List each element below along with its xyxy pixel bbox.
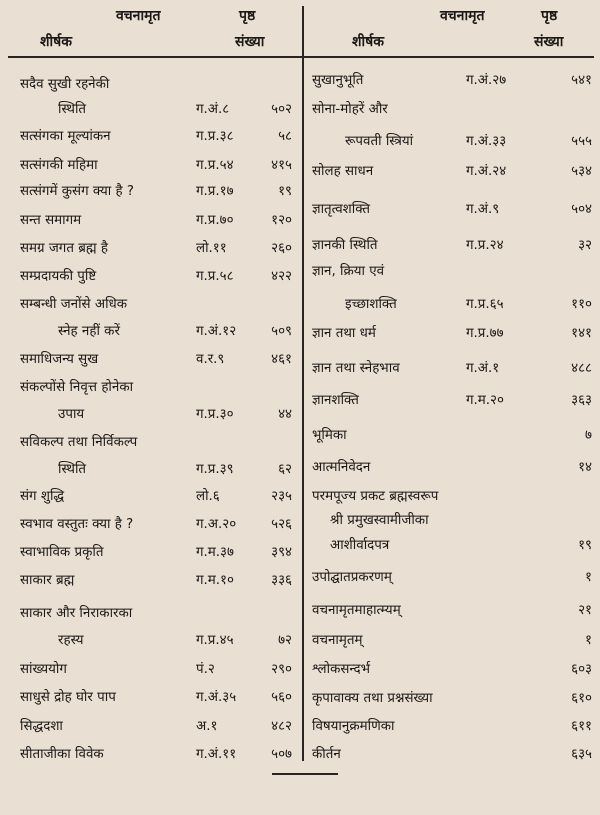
entry-title: सन्त समागम — [20, 213, 82, 228]
entry-title: आत्मनिवेदन — [312, 460, 371, 475]
entry-page-number: १ — [585, 633, 592, 648]
entry-page-number: ४८८ — [571, 361, 592, 376]
left-page-header-line2: संख्या — [235, 34, 265, 50]
entry-vachanamrut-ref: ग.प्र.१७ — [196, 184, 234, 199]
entry-title: सत्संगकी महिमा — [20, 158, 98, 173]
entry-vachanamrut-ref: ग.प्र.६५ — [466, 297, 504, 312]
entry-page-number: ५०९ — [271, 324, 292, 339]
entry-page-number: ७ — [585, 428, 592, 443]
entry-page-number: ५४१ — [571, 73, 592, 88]
entry-title: सीताजीका विवेक — [20, 747, 104, 762]
entry-title: स्वाभाविक प्रकृति — [20, 545, 104, 560]
entry-title: कीर्तन — [312, 747, 341, 762]
entry-page-number: १ — [585, 570, 592, 585]
entry-vachanamrut-ref: ग.अं.११ — [196, 747, 237, 762]
right-ref-header: वचनामृत — [440, 8, 485, 24]
entry-vachanamrut-ref: पं.२ — [196, 662, 215, 677]
entry-title: आशीर्वादपत्र — [330, 538, 390, 553]
entry-page-number: ४१५ — [271, 158, 292, 173]
entry-vachanamrut-ref: ग.अं.२७ — [466, 73, 507, 88]
entry-title: सत्संगमें कुसंग क्या है ? — [20, 184, 134, 199]
entry-title: श्लोकसन्दर्भ — [312, 662, 371, 677]
entry-page-number: ५६० — [271, 690, 292, 705]
entry-page-number: ५०२ — [271, 102, 292, 117]
entry-page-number: ६२ — [278, 462, 292, 477]
entry-title: ज्ञानकी स्थिति — [312, 238, 378, 253]
entry-title: इच्छाशक्ति — [345, 297, 397, 312]
entry-title: रहस्य — [58, 633, 84, 648]
entry-vachanamrut-ref: ग.म.३७ — [196, 545, 234, 560]
entry-title: सम्प्रदायकी पुष्टि — [20, 269, 97, 284]
entry-title: साकार ब्रह्म — [20, 573, 75, 588]
entry-vachanamrut-ref: ग.प्र.७० — [196, 213, 234, 228]
entry-page-number: ५०४ — [571, 202, 592, 217]
entry-title: वचनामृतम् — [312, 633, 363, 648]
entry-title: भूमिका — [312, 428, 347, 443]
entry-title: सुखानुभूति — [312, 73, 364, 88]
entry-title: संग शुद्धि — [20, 489, 65, 504]
entry-vachanamrut-ref: ग.अं.३५ — [196, 690, 237, 705]
entry-title: स्थिति — [58, 102, 87, 117]
entry-title: श्री प्रमुखस्वामीजीका — [330, 513, 429, 528]
entry-page-number: २९० — [271, 662, 292, 677]
entry-page-number: ३२ — [578, 238, 592, 253]
entry-vachanamrut-ref: ग.प्र.२४ — [466, 238, 504, 253]
entry-vachanamrut-ref: ग.म.२० — [466, 393, 504, 408]
entry-page-number: ५८ — [278, 129, 292, 144]
entry-title: सम्बन्धी जनोंसे अधिक — [20, 297, 128, 312]
entry-page-number: २६० — [271, 241, 292, 256]
entry-vachanamrut-ref: ग.प्र.५४ — [196, 158, 234, 173]
entry-vachanamrut-ref: ग.प्र.३८ — [196, 129, 234, 144]
entry-page-number: ६३५ — [571, 747, 592, 762]
entry-vachanamrut-ref: ग.अं.३३ — [466, 134, 507, 149]
entry-page-number: ५३४ — [571, 164, 592, 179]
entry-page-number: ४४ — [278, 407, 292, 422]
entry-title: संकल्पोंसे निवृत्त होनेका — [20, 380, 134, 395]
entry-title: उपोद्घातप्रकरणम् — [312, 570, 392, 585]
right-page-header-line1: पृष्ठ — [541, 8, 558, 24]
entry-page-number: ३९४ — [271, 545, 292, 560]
entry-page-number: १४१ — [571, 326, 592, 341]
entry-vachanamrut-ref: व.र.९ — [196, 352, 225, 367]
entry-page-number: ३६३ — [571, 393, 592, 408]
entry-page-number: ६१० — [571, 691, 592, 706]
entry-vachanamrut-ref: ग.अं.२४ — [466, 164, 507, 179]
entry-title: साकार और निराकारका — [20, 606, 133, 621]
right-page-header-line2: संख्या — [534, 34, 564, 50]
entry-page-number: ४६१ — [271, 352, 292, 367]
entry-vachanamrut-ref: ग.प्र.३९ — [196, 462, 234, 477]
entry-vachanamrut-ref: ग.म.१० — [196, 573, 234, 588]
entry-title: विषयानुक्रमणिका — [312, 719, 395, 734]
entry-title: उपाय — [58, 407, 85, 422]
entry-title: स्नेह नहीं करें — [58, 324, 120, 339]
entry-page-number: २१ — [578, 603, 592, 618]
entry-page-number: १९ — [578, 538, 592, 553]
left-ref-header: वचनामृत — [116, 8, 161, 24]
entry-page-number: १४ — [578, 460, 592, 475]
entry-page-number: ५२६ — [271, 517, 292, 532]
entry-title: ज्ञान तथा स्नेहभाव — [312, 361, 400, 376]
entry-title: ज्ञातृत्वशक्ति — [312, 202, 371, 217]
entry-title: सदैव सुखी रहनेकी — [20, 77, 110, 92]
header-rule — [8, 56, 594, 58]
entry-page-number: ५०७ — [271, 747, 292, 762]
entry-title: सोना-मोहरें और — [312, 102, 388, 117]
entry-page-number: ११० — [571, 297, 592, 312]
entry-title: सोलह साधन — [312, 164, 374, 179]
entry-title: सविकल्प तथा निर्विकल्प — [20, 435, 138, 450]
entry-vachanamrut-ref: ग.अं.१२ — [196, 324, 237, 339]
entry-page-number: १९ — [278, 184, 292, 199]
entry-vachanamrut-ref: लो.६ — [196, 489, 220, 504]
entry-title: स्वभाव वस्तुतः क्या है ? — [20, 517, 134, 532]
entry-page-number: ७२ — [278, 633, 292, 648]
entry-title: स्थिति — [58, 462, 87, 477]
entry-title: परमपूज्य प्रकट ब्रह्मस्वरूप — [312, 489, 439, 504]
entry-page-number: ४२२ — [271, 269, 292, 284]
entry-page-number: १२० — [271, 213, 292, 228]
entry-vachanamrut-ref: अ.१ — [196, 719, 218, 734]
column-divider — [302, 6, 304, 761]
entry-vachanamrut-ref: ग.अ.२० — [196, 517, 237, 532]
entry-page-number: ४८२ — [271, 719, 292, 734]
entry-page-number: ५५५ — [571, 134, 592, 149]
left-title-header: शीर्षक — [40, 34, 72, 50]
right-title-header: शीर्षक — [352, 34, 384, 50]
footer-rule — [272, 773, 338, 775]
entry-vachanamrut-ref: ग.प्र.५८ — [196, 269, 234, 284]
entry-page-number: ६११ — [571, 719, 592, 734]
entry-title: कृपावाक्य तथा प्रश्नसंख्या — [312, 691, 433, 706]
entry-vachanamrut-ref: लो.११ — [196, 241, 227, 256]
entry-title: साधुसे द्रोह घोर पाप — [20, 690, 116, 705]
entry-page-number: ६०३ — [571, 662, 592, 677]
entry-vachanamrut-ref: ग.प्र.४५ — [196, 633, 234, 648]
entry-title: समग्र जगत ब्रह्म है — [20, 241, 108, 256]
entry-title: समाधिजन्य सुख — [20, 352, 99, 367]
entry-page-number: २३५ — [271, 489, 292, 504]
left-page-header-line1: पृष्ठ — [239, 8, 256, 24]
entry-vachanamrut-ref: ग.अं.९ — [466, 202, 500, 217]
entry-title: सत्संगका मूल्यांकन — [20, 129, 111, 144]
entry-vachanamrut-ref: ग.प्र.३० — [196, 407, 234, 422]
entry-title: ज्ञान, क्रिया एवं — [312, 264, 385, 279]
entry-vachanamrut-ref: ग.अं.१ — [466, 361, 500, 376]
entry-title: सिद्धदशा — [20, 719, 63, 734]
entry-title: वचनामृतमाहात्म्यम् — [312, 603, 401, 618]
entry-vachanamrut-ref: ग.प्र.७७ — [466, 326, 504, 341]
entry-title: ज्ञान तथा धर्म — [312, 326, 376, 341]
entry-title: सांख्ययोग — [20, 662, 67, 677]
entry-page-number: ३३६ — [271, 573, 292, 588]
entry-title: रूपवती स्त्रियां — [345, 134, 414, 149]
entry-title: ज्ञानशक्ति — [312, 393, 359, 408]
entry-vachanamrut-ref: ग.अं.८ — [196, 102, 230, 117]
